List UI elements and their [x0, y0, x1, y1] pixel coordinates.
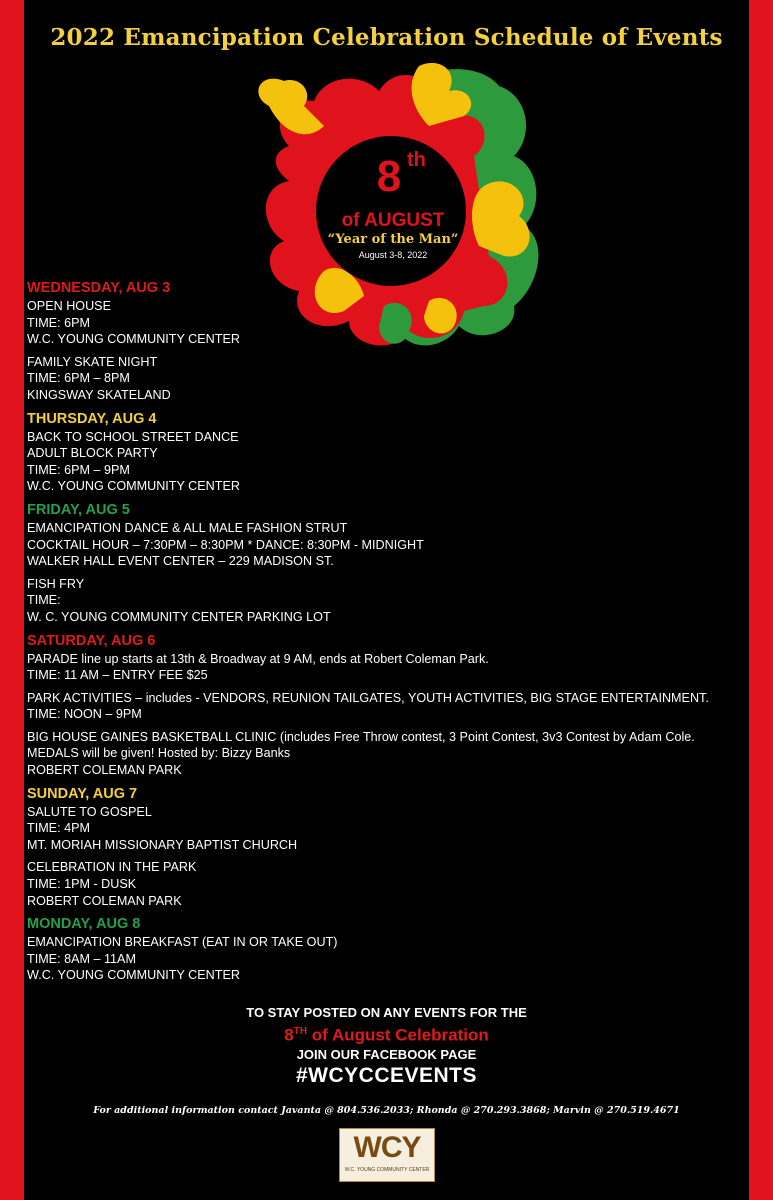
event-item — [27, 690, 747, 723]
event-line: W.C. YOUNG COMMUNITY CENTER — [27, 332, 240, 347]
event-line: TIME: 6PM – 8PM — [27, 371, 130, 386]
footer-line-2-sup: TH — [293, 1026, 308, 1037]
logo-number: 8 — [376, 152, 402, 201]
page-title: 2022 Emancipation Celebration Schedule of Events — [50, 24, 723, 51]
day-heading: FRIDAY, AUG 5 — [27, 501, 130, 518]
footer-line-2-rest: of August Celebration — [307, 1025, 489, 1045]
event-item — [27, 934, 747, 984]
event-line: TIME: 8AM – 11AM — [27, 951, 136, 966]
event-item — [27, 729, 747, 779]
poster — [24, 0, 749, 1200]
event-line: FAMILY SKATE NIGHT — [27, 354, 158, 369]
event-line: W. C. YOUNG COMMUNITY CENTER PARKING LOT — [27, 609, 331, 624]
day-heading: THURSDAY, AUG 4 — [27, 410, 157, 427]
event-line: MT. MORIAH MISSIONARY BAPTIST CHURCH — [27, 837, 298, 852]
day-heading: SUNDAY, AUG 7 — [27, 785, 138, 802]
logo-of-august: of AUGUST — [341, 210, 445, 231]
event-line: COCKTAIL HOUR – 7:30PM – 8:30PM * DANCE: 8:30PM - MIDNIGHT — [27, 537, 424, 552]
event-line: TIME: 4PM — [27, 821, 90, 836]
event-line: WALKER HALL EVENT CENTER – 229 MADISON ST. — [27, 554, 334, 569]
event-line: EMANCIPATION DANCE & ALL MALE FASHION STRUT — [27, 520, 348, 535]
event-line: CELEBRATION IN THE PARK — [27, 860, 197, 875]
footer-line-2-number: 8 — [284, 1025, 294, 1045]
event-item — [27, 576, 747, 626]
logo-theme: “Year of the Man” — [327, 232, 459, 247]
event-line: BACK TO SCHOOL STREET DANCE — [27, 429, 239, 444]
event-line: ADULT BLOCK PARTY — [27, 446, 158, 461]
event-line: PARK ACTIVITIES – includes - VENDORS, REUNION TAILGATES, YOUTH ACTIVITIES, BIG STAGE ENTERTAINMENT. — [27, 690, 709, 705]
event-line: W.C. YOUNG COMMUNITY CENTER — [27, 479, 240, 494]
event-line: ROBERT COLEMAN PARK — [27, 763, 182, 778]
event-line: FISH FRY — [27, 576, 85, 591]
event-item — [27, 354, 747, 404]
event-item — [27, 651, 747, 684]
wcy-brand-logo — [339, 1128, 435, 1182]
footer — [24, 1005, 749, 1089]
event-line: EMANCIPATION BREAKFAST (EAT IN OR TAKE OUT) — [27, 935, 338, 950]
event-line: ROBERT COLEMAN PARK — [27, 893, 182, 908]
event-item — [27, 429, 747, 495]
contact-info: For additional information contact Javanta @ 804.536.2033; Rhonda @ 270.293.3868; Marvin @ 270.519.4671 — [93, 1105, 680, 1116]
schedule-list — [27, 275, 747, 990]
day-heading: SATURDAY, AUG 6 — [27, 632, 156, 649]
event-line: TIME: 6PM — [27, 315, 90, 330]
day-heading: WEDNESDAY, AUG 3 — [27, 280, 171, 296]
logo-dates: August 3-8, 2022 — [358, 250, 428, 260]
event-line: TIME: 11 AM – ENTRY FEE $25 — [27, 668, 208, 683]
footer-line-2 — [24, 1021, 749, 1047]
event-line: OPEN HOUSE — [27, 299, 111, 313]
day-heading: MONDAY, AUG 8 — [27, 916, 141, 933]
event-line: KINGSWAY SKATELAND — [27, 387, 171, 402]
event-line: PARADE line up starts at 13th & Broadway at 9 AM, ends at Robert Coleman Park. — [27, 651, 489, 666]
event-line: BIG HOUSE GAINES BASKETBALL CLINIC (includes Free Throw contest, 3 Point Contest, 3v3 Contest by Adam Cole. MEDALS will be given! Hosted by: Bizzy Banks — [27, 729, 695, 761]
event-line: W.C. YOUNG COMMUNITY CENTER — [27, 968, 240, 983]
event-item — [27, 520, 747, 570]
wcy-logo-subtitle: W.C. YOUNG COMMUNITY CENTER — [344, 1167, 430, 1173]
event-line: TIME: 1PM - DUSK — [27, 877, 137, 892]
event-line: SALUTE TO GOSPEL — [27, 804, 152, 819]
event-item — [27, 298, 747, 348]
event-item — [27, 859, 747, 909]
footer-line-1: TO STAY POSTED ON ANY EVENTS FOR THE — [246, 1005, 527, 1020]
event-line: TIME: 6PM – 9PM — [27, 462, 130, 477]
event-item — [27, 804, 747, 854]
event-line: TIME: — [27, 593, 61, 608]
hashtag: #WCYCCEVENTS — [295, 1063, 478, 1087]
footer-line-3: JOIN OUR FACEBOOK PAGE — [296, 1046, 477, 1062]
wcy-logo-letters: WCY — [353, 1131, 421, 1164]
logo-ordinal: th — [407, 149, 426, 171]
event-line: TIME: NOON – 9PM — [27, 707, 142, 722]
